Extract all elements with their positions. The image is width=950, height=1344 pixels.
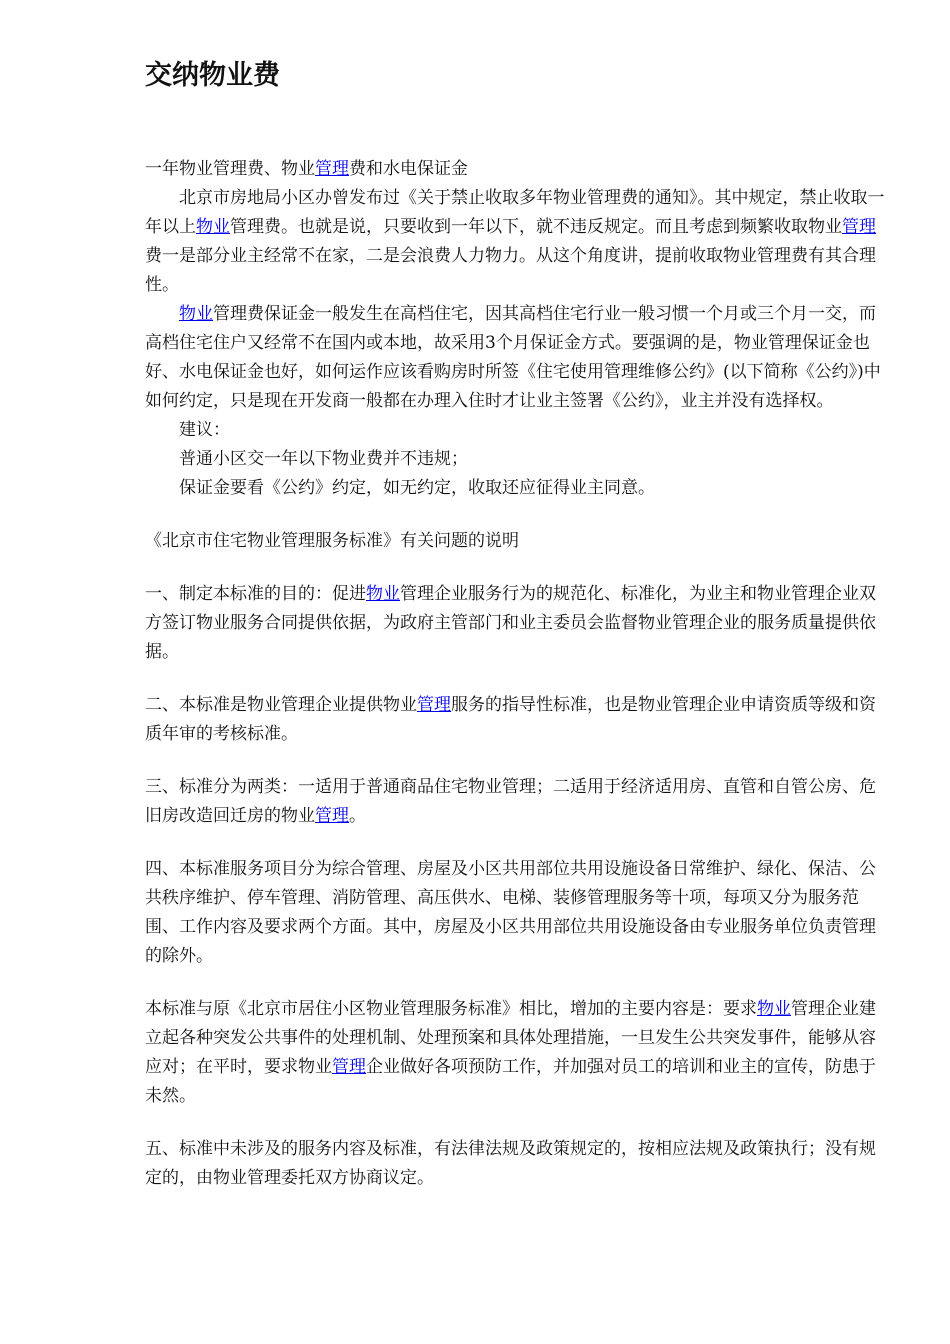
text-run: 建议： [179,420,230,440]
paragraph-group [145,527,885,556]
keyword-link[interactable]: 管理 [417,695,451,715]
text-run: 企业做好各项预防工作，并加强对员工的培训和业主的宣传，防患于未然。 [145,1057,876,1106]
paragraph [145,445,885,474]
paragraph [145,691,885,749]
document-title: 交纳物业费 [145,60,280,91]
keyword-link[interactable]: 物业 [196,217,230,237]
text-run: 管理费。也就是说，只要收到一年以下，就不违反规定。而且考虑到频繁收取物业 [230,217,842,237]
keyword-link[interactable]: 物业 [757,999,791,1019]
text-run: 一、制定本标准的目的：促进 [145,584,366,604]
paragraph [145,580,885,667]
text-run: 一年物业管理费、物业 [145,159,315,179]
paragraph-group [145,1135,885,1193]
keyword-link[interactable]: 管理 [842,217,876,237]
paragraph [145,184,885,300]
paragraph [145,1135,885,1193]
paragraph [145,527,885,556]
text-run: 服务的指导性标准，也是物业管理企业申请资质等级和资质年审的考核标准。 [145,695,876,744]
paragraph-group [145,995,885,1111]
keyword-link[interactable]: 物业 [366,584,400,604]
paragraph [145,995,885,1111]
paragraph [145,300,885,416]
text-run: 管理企业服务行为的规范化、标准化，为业主和物业管理企业双方签订物业服务合同提供依据，为政府主管部门和业主委员会监督物业管理企业的服务质量提供依据。 [145,584,876,662]
paragraph [145,773,885,831]
text-run: 保证金要看《公约》约定，如无约定，收取还应征得业主同意。 [179,478,655,498]
paragraph-group [145,691,885,749]
text-run: 本标准与原《北京市居住小区物业管理服务标准》相比，增加的主要内容是：要求 [145,999,757,1019]
text-run: 北京市房地局小区办曾发布过《关于禁止收取多年物业管理费的通知》。其中规定，禁止收取一年以上 [145,188,885,237]
paragraph [145,155,885,184]
paragraph-group [145,155,885,503]
text-run: 《北京市住宅物业管理服务标准》有关问题的说明 [145,531,519,551]
keyword-link[interactable]: 管理 [315,806,349,826]
text-run: 费一是部分业主经常不在家，二是会浪费人力物力。从这个角度讲，提前收取物业管理费有其合理性。 [145,246,876,295]
text-run: 管理企业建立起各种突发公共事件的处理机制、处理预案和具体处理措施，一旦发生公共突发事件，能够从容应对；在平时，要求物业 [145,999,876,1077]
paragraph [145,474,885,503]
paragraph-group [145,580,885,667]
text-run: 。 [349,806,366,826]
paragraph [145,416,885,445]
paragraph-group [145,855,885,971]
text-run: 四、本标准服务项目分为综合管理、房屋及小区共用部位共用设施设备日常维护、绿化、保洁、公共秩序维护、停车管理、消防管理、高压供水、电梯、装修管理服务等十项，每项又分为服务范围、工作内容及要求两个方面。其中，房屋及小区共用部位共用设施设备由专业服务单位负责管理的除外。 [145,859,876,966]
text-run: 三、标准分为两类：一适用于普通商品住宅物业管理；二适用于经济适用房、直管和自管公房、危旧房改造回迁房的物业 [145,777,876,826]
text-run: 五、标准中未涉及的服务内容及标准，有法律法规及政策规定的，按相应法规及政策执行；没有规定的，由物业管理委托双方协商议定。 [145,1139,876,1188]
paragraph [145,855,885,971]
keyword-link[interactable]: 物业 [179,304,213,324]
paragraph-group [145,773,885,831]
text-run: 管理费保证金一般发生在高档住宅，因其高档住宅行业一般习惯一个月或三个月一交，而高档住宅住户又经常不在国内或本地，故采用3个月保证金方式。要强调的是，物业管理保证金也好、水电保证金也好，如何运作应该看购房时所签《住宅使用管理维修公约》(以下简称《公约》)中如何约定，只是现在开发商一般都在办理入住时才让业主签署《公约》，业主并没有选择权。 [145,304,881,411]
document-body [145,155,885,1193]
text-run: 普通小区交一年以下物业费并不违规； [179,449,468,469]
text-run: 二、本标准是物业管理企业提供物业 [145,695,417,715]
keyword-link[interactable]: 管理 [315,159,349,179]
keyword-link[interactable]: 管理 [332,1057,366,1077]
text-run: 费和水电保证金 [349,159,468,179]
